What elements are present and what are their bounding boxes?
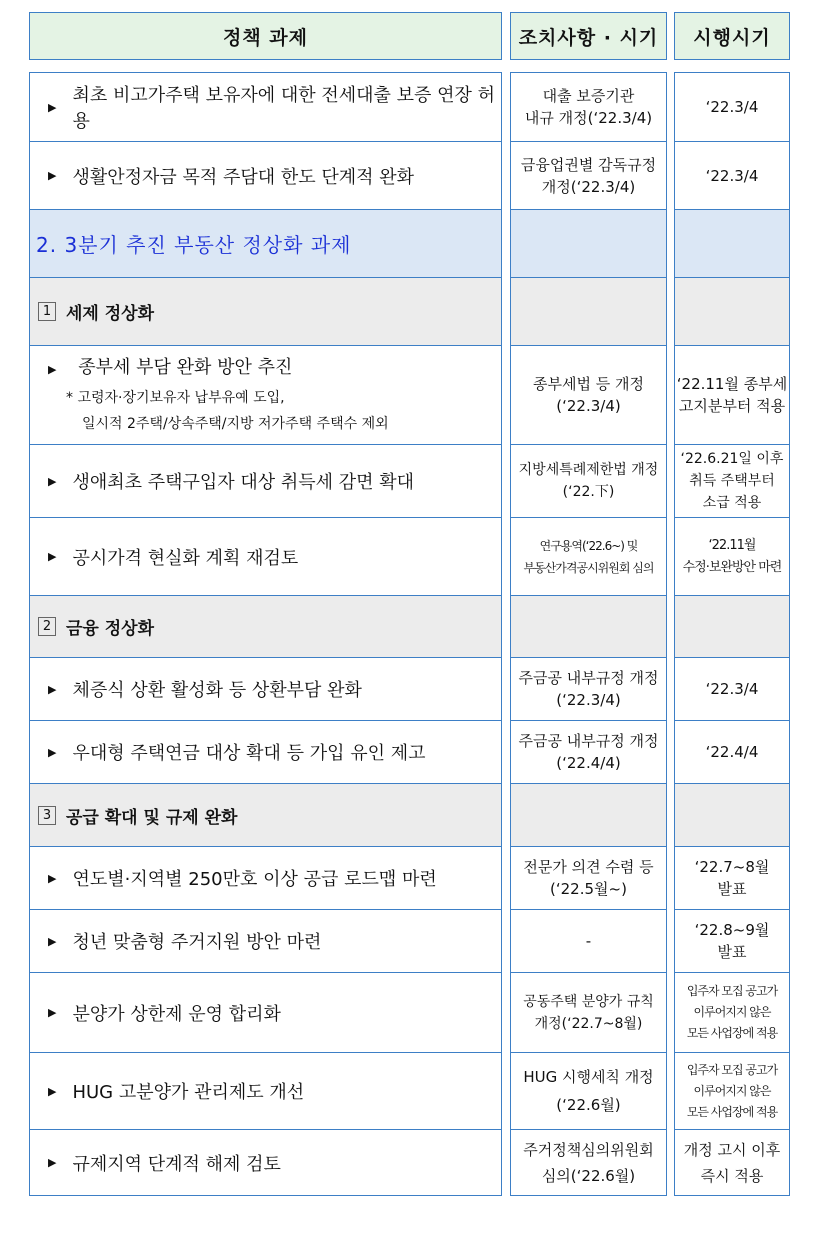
task-text: 최초 비고가주택 보유자에 대한 전세대출 보증 연장 허용 [72, 85, 496, 132]
section-title: 2. 3분기 추진 부동산 정상화 과제 [36, 233, 352, 257]
header-policy-task: 정책 과제 [30, 13, 501, 59]
header-implementation-date: 시행시기 [675, 13, 789, 59]
subsection-number: 3 [38, 806, 56, 825]
table-row-task [30, 1130, 501, 1195]
action-cell: 종부세법 등 개정 (‘22.3/4) [533, 375, 644, 415]
task-text: 종부세 부담 완화 방안 추진 [78, 357, 293, 378]
table-row-task [30, 518, 501, 595]
subsection-title: 세제 정상화 [66, 304, 155, 324]
subsection-tax [30, 278, 501, 345]
triangle-bullet-icon: ▶ [48, 100, 57, 114]
date-cell: ‘22.3/4 [705, 166, 759, 185]
table-row-task [30, 658, 501, 720]
date-cell: ‘22.7~8월 발표 [694, 858, 770, 898]
task-text: 생활안정자금 목적 주담대 한도 단계적 완화 [72, 166, 415, 188]
action-cell: 주금공 내부규정 개정 (‘22.4/4) [518, 732, 659, 772]
table-row-task [30, 142, 501, 209]
action-cell: 공동주택 분양가 규칙 개정(‘22.7~8월) [523, 993, 654, 1032]
date-cell: ‘22.6.21일 이후 취득 주택부터 소급 적용 [680, 451, 784, 511]
task-text: HUG 고분양가 관리제도 개선 [72, 1082, 305, 1103]
triangle-bullet-icon: ▶ [48, 1156, 57, 1169]
subsection-supply [30, 784, 501, 846]
date-cell: ‘22.3/4 [705, 680, 759, 698]
table-row-task [30, 445, 501, 517]
action-cell: 지방세특례제한법 개정 (‘22.下) [518, 462, 659, 500]
triangle-bullet-icon: ▶ [48, 550, 57, 563]
table-row-task [30, 73, 501, 141]
task-text: 분양가 상한제 운영 합리화 [72, 1003, 281, 1025]
date-cell: 입주자 모집 공고가 이루어지지 않은 모든 사업장에 적용 [686, 984, 778, 1040]
task-text: 연도별·지역별 250만호 이상 공급 로드맵 마련 [72, 869, 437, 890]
triangle-bullet-icon: ▶ [48, 1006, 57, 1019]
triangle-bullet-icon: ▶ [48, 169, 57, 182]
task-text: 생애최초 주택구입자 대상 취득세 감면 확대 [72, 472, 415, 493]
triangle-bullet-icon: ▶ [48, 1084, 57, 1098]
task-note: 일시적 2주택/상속주택/지방 저가주택 주택수 제외 [82, 416, 389, 432]
action-cell: 금융업권별 감독규정 개정(‘22.3/4) [520, 155, 657, 196]
subsection-title: 금융 정상화 [66, 619, 155, 639]
date-cell: ‘22.3/4 [705, 98, 759, 116]
triangle-bullet-icon: ▶ [48, 474, 57, 488]
triangle-bullet-icon: ▶ [48, 871, 57, 885]
task-text: 규제지역 단계적 해제 검토 [72, 1153, 281, 1175]
task-text: 청년 맞춤형 주거지원 방안 마련 [72, 932, 322, 953]
subsection-finance [30, 596, 501, 657]
table-row-task [30, 973, 501, 1052]
table-row-task [30, 1053, 501, 1129]
date-cell: 입주자 모집 공고가 이루어지지 않은 모든 사업장에 적용 [686, 1062, 778, 1119]
date-cell: ‘22.11월 수정·보완방안 마련 [682, 537, 782, 575]
action-cell: 주거정책심의위원회 심의(‘22.6월) [523, 1140, 654, 1185]
action-cell: 주금공 내부규정 개정 (‘22.3/4) [518, 669, 659, 709]
triangle-bullet-icon: ▶ [48, 745, 57, 759]
table-row-task [30, 721, 501, 783]
triangle-bullet-icon: ▶ [48, 934, 57, 948]
header-action-timing: 조치사항 · 시기 [511, 13, 666, 59]
action-cell: 연구용역(‘22.6~) 및 부동산가격공시위원회 심의 [523, 538, 654, 575]
date-cell: 개정 고시 이후 즉시 적용 [683, 1140, 781, 1185]
date-cell: ‘22.4/4 [705, 743, 759, 761]
subsection-number: 1 [38, 302, 56, 321]
triangle-bullet-icon: ▶ [48, 682, 57, 696]
task-text: 공시가격 현실화 계획 재검토 [72, 547, 299, 569]
task-text: 우대형 주택연금 대상 확대 등 가입 유인 제고 [72, 743, 426, 764]
date-cell: ‘22.11월 종부세 고지분부터 적용 [676, 375, 788, 415]
action-cell: HUG 시행세칙 개정 (‘22.6월) [523, 1068, 654, 1114]
action-cell: 대출 보증기관 내규 개정(‘22.3/4) [524, 87, 653, 127]
task-text: 체증식 상환 활성화 등 상환부담 완화 [72, 680, 362, 701]
triangle-bullet-icon: ▶ [48, 363, 57, 376]
action-cell: 전문가 의견 수렴 등 (‘22.5월~) [523, 858, 654, 898]
table-row-task [30, 346, 501, 444]
subsection-title: 공급 확대 및 규제 완화 [66, 807, 238, 828]
subsection-number: 2 [38, 617, 56, 636]
task-note: * 고령자·장기보유자 납부유예 도입, [66, 390, 285, 406]
table-row-task [30, 847, 501, 909]
action-cell: - [585, 932, 592, 950]
date-cell: ‘22.8~9월 발표 [694, 921, 770, 961]
table-row-task [30, 910, 501, 972]
